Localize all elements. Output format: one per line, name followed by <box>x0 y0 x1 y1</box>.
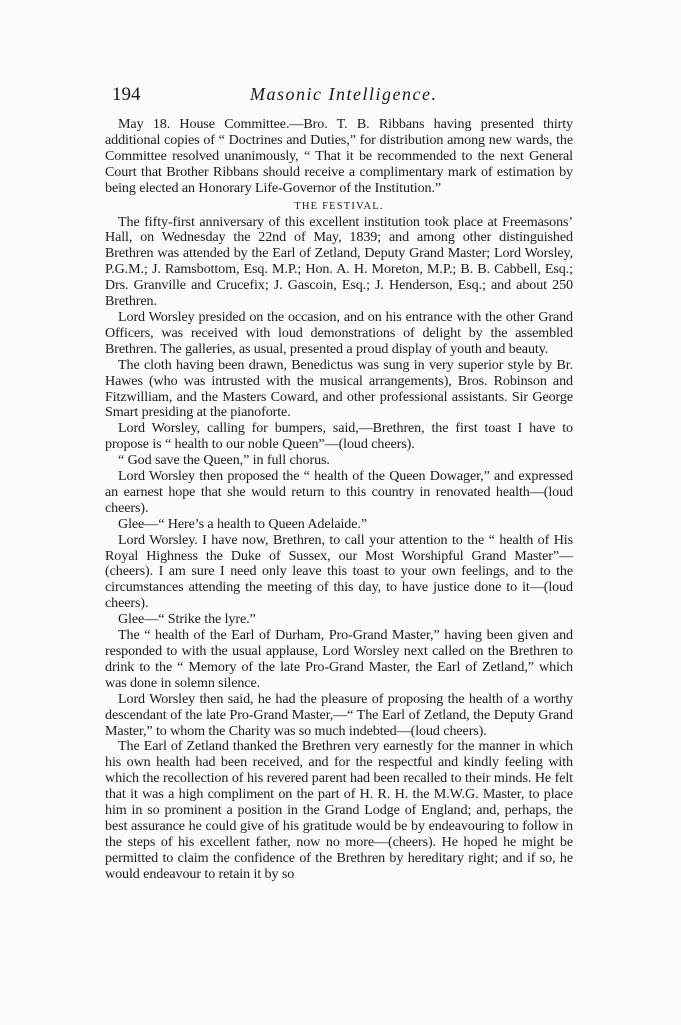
paragraph-house-committee: May 18. House Committee.—Bro. T. B. Ribbans having presented thirty additional copies of “ Doctrines and Duties,” for distribution among new wards, the Committee resolved unanimously, “ That it be recommended to the next General Court that Brother Ribbans should receive a complimentary mark of estimation by being elected an Honorary Life-Governor of the Institution.” <box>105 116 573 196</box>
section-heading-festival: THE FESTIVAL. <box>294 200 384 212</box>
paragraph-glee-adelaide: Glee—“ Here’s a health to Queen Adelaide.” <box>118 515 367 532</box>
paragraph-queen-dowager: Lord Worsley then proposed the “ health of the Queen Dowager,” and expressed an earnest hope that she would return to this country in renovated health—(loud cheers). <box>105 468 573 516</box>
paragraph-anniversary: The fifty-first anniversary of this excellent institution took place at Freemasons’ Hall, on Wednesday the 22nd of May, 1839; and among other distinguished Brethren was attended by the Earl of Zetland, Deputy Grand Master; Lord Worsley, P.G.M.; J. Ramsbottom, Esq. M.P.; Hon. A. H. Moreton, M.P.; B. B. Cabbell, Esq.; Drs. Granville and Crucefix; J. Gascoin, Esq.; J. Henderson, Esq.; and about 250 Brethren. <box>105 213 573 310</box>
paragraph-glee-lyre: Glee—“ Strike the lyre.” <box>118 611 256 628</box>
paragraph-lord-worsley-presided: Lord Worsley presided on the occasion, and on his entrance with the other Grand Officers, was received with loud demonstrations of delight by the assembled Brethren. The galleries, as usual, presented a proud display of youth and beauty. <box>105 308 573 357</box>
paragraph-first-toast: Lord Worsley, calling for bumpers, said,—Brethren, the first toast I have to propose is “ health to our noble Queen”—(loud cheers). <box>105 420 573 453</box>
article-body <box>105 117 573 883</box>
paragraph-earl-of-zetland-reply: The Earl of Zetland thanked the Brethren very earnestly for the manner in which his own health had been received, and for the respectful and kindly feeling with which the recollection of his revered parent had been recalled to their minds. He felt that it was a high compliment on the part of H. R. H. the M.W.G. Master, to place him in so prominent a position in the Grand Lodge of England; and, perhaps, the best assurance he could give of his gratitude would be by endeavouring to follow in the steps of his excellent father, now no more—(cheers). He hoped he might be permitted to claim the confidence of the Brethren by hereditary right; and if so, he would endeavour to retain it by so <box>105 738 573 882</box>
paragraph-duke-of-sussex: Lord Worsley. I have now, Brethren, to call your attention to the “ health of His Royal Highness the Duke of Sussex, our Most Worshipful Grand Master”—(cheers). I am sure I need only leave this toast to your own feelings, and to the circumstances attending the meeting of this day, to have justice done to it—(loud cheers). <box>105 531 573 612</box>
running-title: Masonic Intelligence. <box>250 84 438 104</box>
paragraph-god-save-queen: “ God save the Queen,” in full chorus. <box>118 452 330 469</box>
paragraph-earl-of-durham: The “ health of the Earl of Durham, Pro-Grand Master,” having been given and responded to with the usual applause, Lord Worsley next called on the Brethren to drink to the “ Memory of the late Pro-Grand Master, the Earl of Zetland,” which was done in solemn silence. <box>105 627 573 691</box>
page-number: 194 <box>112 84 141 105</box>
paragraph-cloth-drawn: The cloth having been drawn, Benedictus was sung in very superior style by Br. Hawes (who was intrusted with the musical arrangements), Bros. Robinson and Fitzwilliam, and the Masters Coward, and other professional assistants. Sir George Smart presiding at the pianoforte. <box>105 356 573 421</box>
paragraph-deputy-grand-master: Lord Worsley then said, he had the pleasure of proposing the health of a worthy descendant of the late Pro-Grand Master,—“ The Earl of Zetland, the Deputy Grand Master,” to whom the Charity was so much indebted—(loud cheers). <box>105 690 573 739</box>
page-header <box>112 84 572 108</box>
